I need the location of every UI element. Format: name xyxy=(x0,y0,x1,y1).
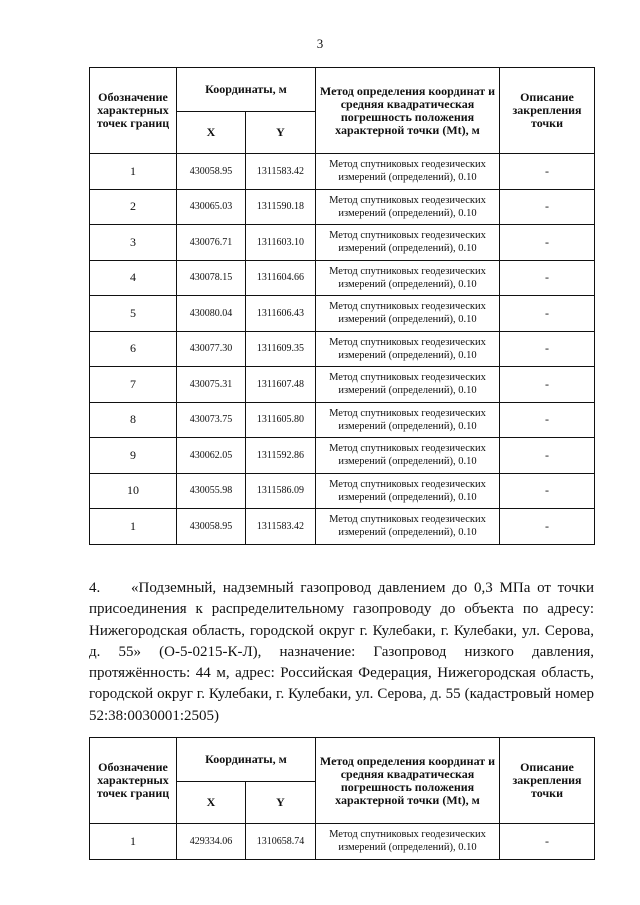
header-x: X xyxy=(177,782,246,824)
y-coordinate-cell: 1310658.74 xyxy=(246,824,316,860)
x-coordinate-cell: 430073.75 xyxy=(177,402,246,438)
point-number-cell: 10 xyxy=(90,473,177,509)
table-row xyxy=(90,296,595,332)
y-coordinate-cell: 1311607.48 xyxy=(246,367,316,403)
y-coordinate-cell: 1311590.18 xyxy=(246,189,316,225)
section-number: 4. xyxy=(89,580,101,596)
description-cell: - xyxy=(500,824,595,860)
y-coordinate-cell: 1311604.66 xyxy=(246,260,316,296)
header-coordinates: Координаты, м xyxy=(177,68,316,112)
table-row xyxy=(90,331,595,367)
method-cell: Метод спутниковых геодезических измерений (определений), 0.10 xyxy=(316,296,500,332)
point-number-cell: 1 xyxy=(90,824,177,860)
description-cell: - xyxy=(500,260,595,296)
table-row xyxy=(90,189,595,225)
y-coordinate-cell: 1311583.42 xyxy=(246,509,316,545)
description-cell: - xyxy=(500,402,595,438)
header-designation: Обозначение характерных точек границ xyxy=(90,68,177,154)
table-row xyxy=(90,367,595,403)
method-cell: Метод спутниковых геодезических измерений (определений), 0.10 xyxy=(316,509,500,545)
method-cell: Метод спутниковых геодезических измерений (определений), 0.10 xyxy=(316,824,500,860)
y-coordinate-cell: 1311605.80 xyxy=(246,402,316,438)
point-number-cell: 1 xyxy=(90,509,177,545)
y-coordinate-cell: 1311609.35 xyxy=(246,331,316,367)
table-row xyxy=(90,154,595,190)
y-coordinate-cell: 1311592.86 xyxy=(246,438,316,474)
point-number-cell: 6 xyxy=(90,331,177,367)
method-cell: Метод спутниковых геодезических измерений (определений), 0.10 xyxy=(316,367,500,403)
method-cell: Метод спутниковых геодезических измерений (определений), 0.10 xyxy=(316,438,500,474)
header-y: Y xyxy=(246,782,316,824)
page-number: 3 xyxy=(316,36,324,51)
y-coordinate-cell: 1311606.43 xyxy=(246,296,316,332)
point-number-cell: 7 xyxy=(90,367,177,403)
section-text: «Подземный, надземный газопровод давлением до 0,3 МПа от точки присоединения к распределительному газопроводу до объекта по адресу: Нижегородская область, городской округ г. Кулебаки, г. Кулебаки, ул. Серова, д. 55» (О-5-0215-К-Л), назначение: Газопровод низкого давления, протяжённость: 44 м, адрес: Российская Федерация, Нижегородская область, городской округ г. Кулебаки, г. Кулебаки, ул. Серова, д. 55 (кадастровый номер 52:38:0030001:2505) xyxy=(89,580,594,724)
description-cell: - xyxy=(500,473,595,509)
table-row xyxy=(90,225,595,261)
table-row xyxy=(90,509,595,545)
header-y: Y xyxy=(246,112,316,154)
description-cell: - xyxy=(500,331,595,367)
coordinates-table-1 xyxy=(89,67,595,545)
description-cell: - xyxy=(500,225,595,261)
y-coordinate-cell: 1311603.10 xyxy=(246,225,316,261)
header-description: Описание закрепления точки xyxy=(500,68,595,154)
x-coordinate-cell: 430077.30 xyxy=(177,331,246,367)
table-row xyxy=(90,402,595,438)
section-4-paragraph xyxy=(89,578,594,727)
x-coordinate-cell: 429334.06 xyxy=(177,824,246,860)
x-coordinate-cell: 430065.03 xyxy=(177,189,246,225)
table-1-body xyxy=(90,154,595,545)
point-number-cell: 5 xyxy=(90,296,177,332)
x-coordinate-cell: 430080.04 xyxy=(177,296,246,332)
description-cell: - xyxy=(500,367,595,403)
table-row xyxy=(90,473,595,509)
x-coordinate-cell: 430058.95 xyxy=(177,509,246,545)
method-cell: Метод спутниковых геодезических измерений (определений), 0.10 xyxy=(316,154,500,190)
point-number-cell: 2 xyxy=(90,189,177,225)
table-row xyxy=(90,260,595,296)
table-2-body xyxy=(90,824,595,860)
method-cell: Метод спутниковых геодезических измерений (определений), 0.10 xyxy=(316,402,500,438)
method-cell: Метод спутниковых геодезических измерений (определений), 0.10 xyxy=(316,331,500,367)
y-coordinate-cell: 1311586.09 xyxy=(246,473,316,509)
method-cell: Метод спутниковых геодезических измерений (определений), 0.10 xyxy=(316,225,500,261)
description-cell: - xyxy=(500,438,595,474)
coordinates-table-2 xyxy=(89,737,595,860)
x-coordinate-cell: 430058.95 xyxy=(177,154,246,190)
point-number-cell: 1 xyxy=(90,154,177,190)
table-row xyxy=(90,824,595,860)
x-coordinate-cell: 430078.15 xyxy=(177,260,246,296)
point-number-cell: 9 xyxy=(90,438,177,474)
description-cell: - xyxy=(500,509,595,545)
y-coordinate-cell: 1311583.42 xyxy=(246,154,316,190)
x-coordinate-cell: 430055.98 xyxy=(177,473,246,509)
x-coordinate-cell: 430075.31 xyxy=(177,367,246,403)
point-number-cell: 3 xyxy=(90,225,177,261)
description-cell: - xyxy=(500,189,595,225)
x-coordinate-cell: 430062.05 xyxy=(177,438,246,474)
point-number-cell: 4 xyxy=(90,260,177,296)
header-description: Описание закрепления точки xyxy=(500,738,595,824)
header-coordinates: Координаты, м xyxy=(177,738,316,782)
header-designation: Обозначение характерных точек границ xyxy=(90,738,177,824)
header-method: Метод определения координат и средняя квадратическая погрешность положения характерной точки (Mt), м xyxy=(316,68,500,154)
method-cell: Метод спутниковых геодезических измерений (определений), 0.10 xyxy=(316,473,500,509)
method-cell: Метод спутниковых геодезических измерений (определений), 0.10 xyxy=(316,189,500,225)
header-method: Метод определения координат и средняя квадратическая погрешность положения характерной точки (Mt), м xyxy=(316,738,500,824)
description-cell: - xyxy=(500,296,595,332)
table-row xyxy=(90,438,595,474)
method-cell: Метод спутниковых геодезических измерений (определений), 0.10 xyxy=(316,260,500,296)
x-coordinate-cell: 430076.71 xyxy=(177,225,246,261)
point-number-cell: 8 xyxy=(90,402,177,438)
description-cell: - xyxy=(500,154,595,190)
header-x: X xyxy=(177,112,246,154)
